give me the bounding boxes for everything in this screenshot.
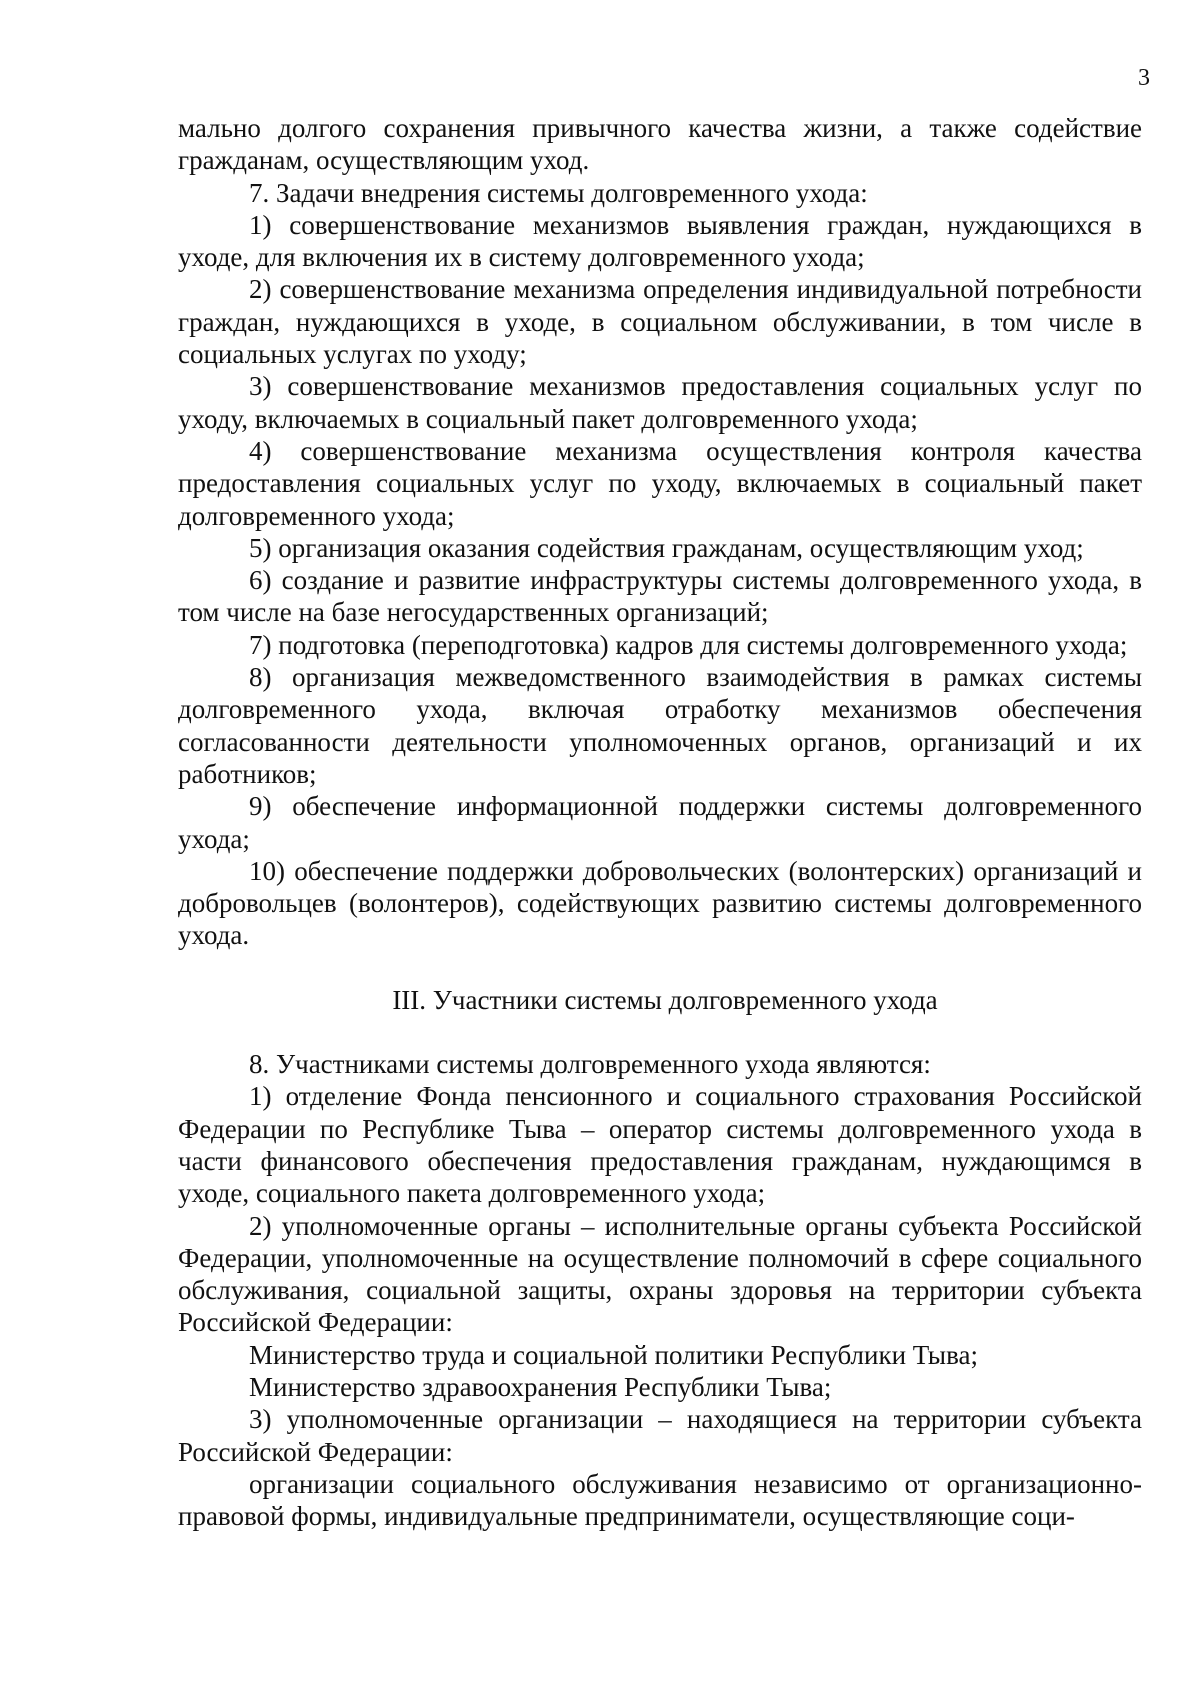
paragraph-intro: мально долгого сохранения привычного качества жизни, а также содействие гражданам, осуществляющим уход. — [178, 113, 1142, 176]
paragraph-7-item-3: 3) совершенствование механизмов предоставления социальных услуг по уходу, включаемых в социальный пакет долговременного ухода; — [178, 371, 1142, 434]
paragraph-7-item-9: 9) обеспечение информационной поддержки системы долговременного ухода; — [178, 791, 1142, 854]
paragraph-7-item-4: 4) совершенствование механизма осуществления контроля качества предоставления социальных услуг по уходу, включаемых в социальный пакет долговременного ухода; — [178, 435, 1142, 531]
paragraph-7-item-6: 6) создание и развитие инфраструктуры системы долговременного ухода, в том числе на базе негосударственных организаций; — [178, 565, 1142, 628]
page-number: 3 — [1138, 65, 1150, 91]
paragraph-7-item-10: 10) обеспечение поддержки добровольческих (волонтерских) организаций и добровольцев (волонтеров), содействующих развитию системы долговременного ухода. — [178, 855, 1142, 951]
paragraph-8-item-2: 2) уполномоченные органы – исполнительные органы субъекта Российской Федерации, уполномоченные на осуществление полномочий в сфере социального обслуживания, социальной защиты, охраны здоровья на территории субъекта Российской Федерации: — [178, 1210, 1142, 1338]
paragraph-8-item-2-ministry-labor: Министерство труда и социальной политики Республики Тыва; — [249, 1339, 978, 1370]
paragraph-7-item-8: 8) организация межведомственного взаимодействия в рамках системы долговременного ухода, включая отработку механизмов обеспечения согласованности деятельности уполномоченных органов, организаций и их работников; — [178, 662, 1142, 789]
paragraph-7-item-2: 2) совершенствование механизма определения индивидуальной потребности граждан, нуждающихся в уходе, в социальном обслуживании, в том числе в социальных услугах по уходу; — [178, 274, 1142, 370]
paragraph-8: 8. Участниками системы долговременного ухода являются: — [249, 1049, 931, 1080]
section-heading: III. Участники системы долговременного ухода — [392, 984, 938, 1015]
paragraph-7: 7. Задачи внедрения системы долговременного ухода: — [249, 177, 868, 208]
paragraph-8-item-1: 1) отделение Фонда пенсионного и социального страхования Российской Федерации по Республике Тыва – оператор системы долговременного ухода в части финансового обеспечения предоставления гражданам, нуждающимся в уходе, социального пакета долговременного ухода; — [178, 1081, 1142, 1209]
paragraph-7-item-5: 5) организация оказания содействия гражданам, осуществляющим уход; — [249, 532, 1084, 563]
paragraph-7-item-7: 7) подготовка (переподготовка) кадров для системы долговременного ухода; — [249, 629, 1128, 660]
paragraph-8-item-3: 3) уполномоченные организации – находящиеся на территории субъекта Российской Федерации: — [178, 1404, 1142, 1467]
paragraph-8-item-2-ministry-health: Министерство здравоохранения Республики Тыва; — [249, 1371, 832, 1402]
paragraph-8-item-3-organizations: организации социального обслуживания независимо от организационно-правовой формы, индивидуальные предприниматели, осуществляющие соци- — [178, 1468, 1142, 1532]
paragraph-7-item-1: 1) совершенствование механизмов выявления граждан, нуждающихся в уходе, для включения их в систему долговременного ухода; — [178, 209, 1142, 273]
document-body — [178, 112, 1142, 1532]
